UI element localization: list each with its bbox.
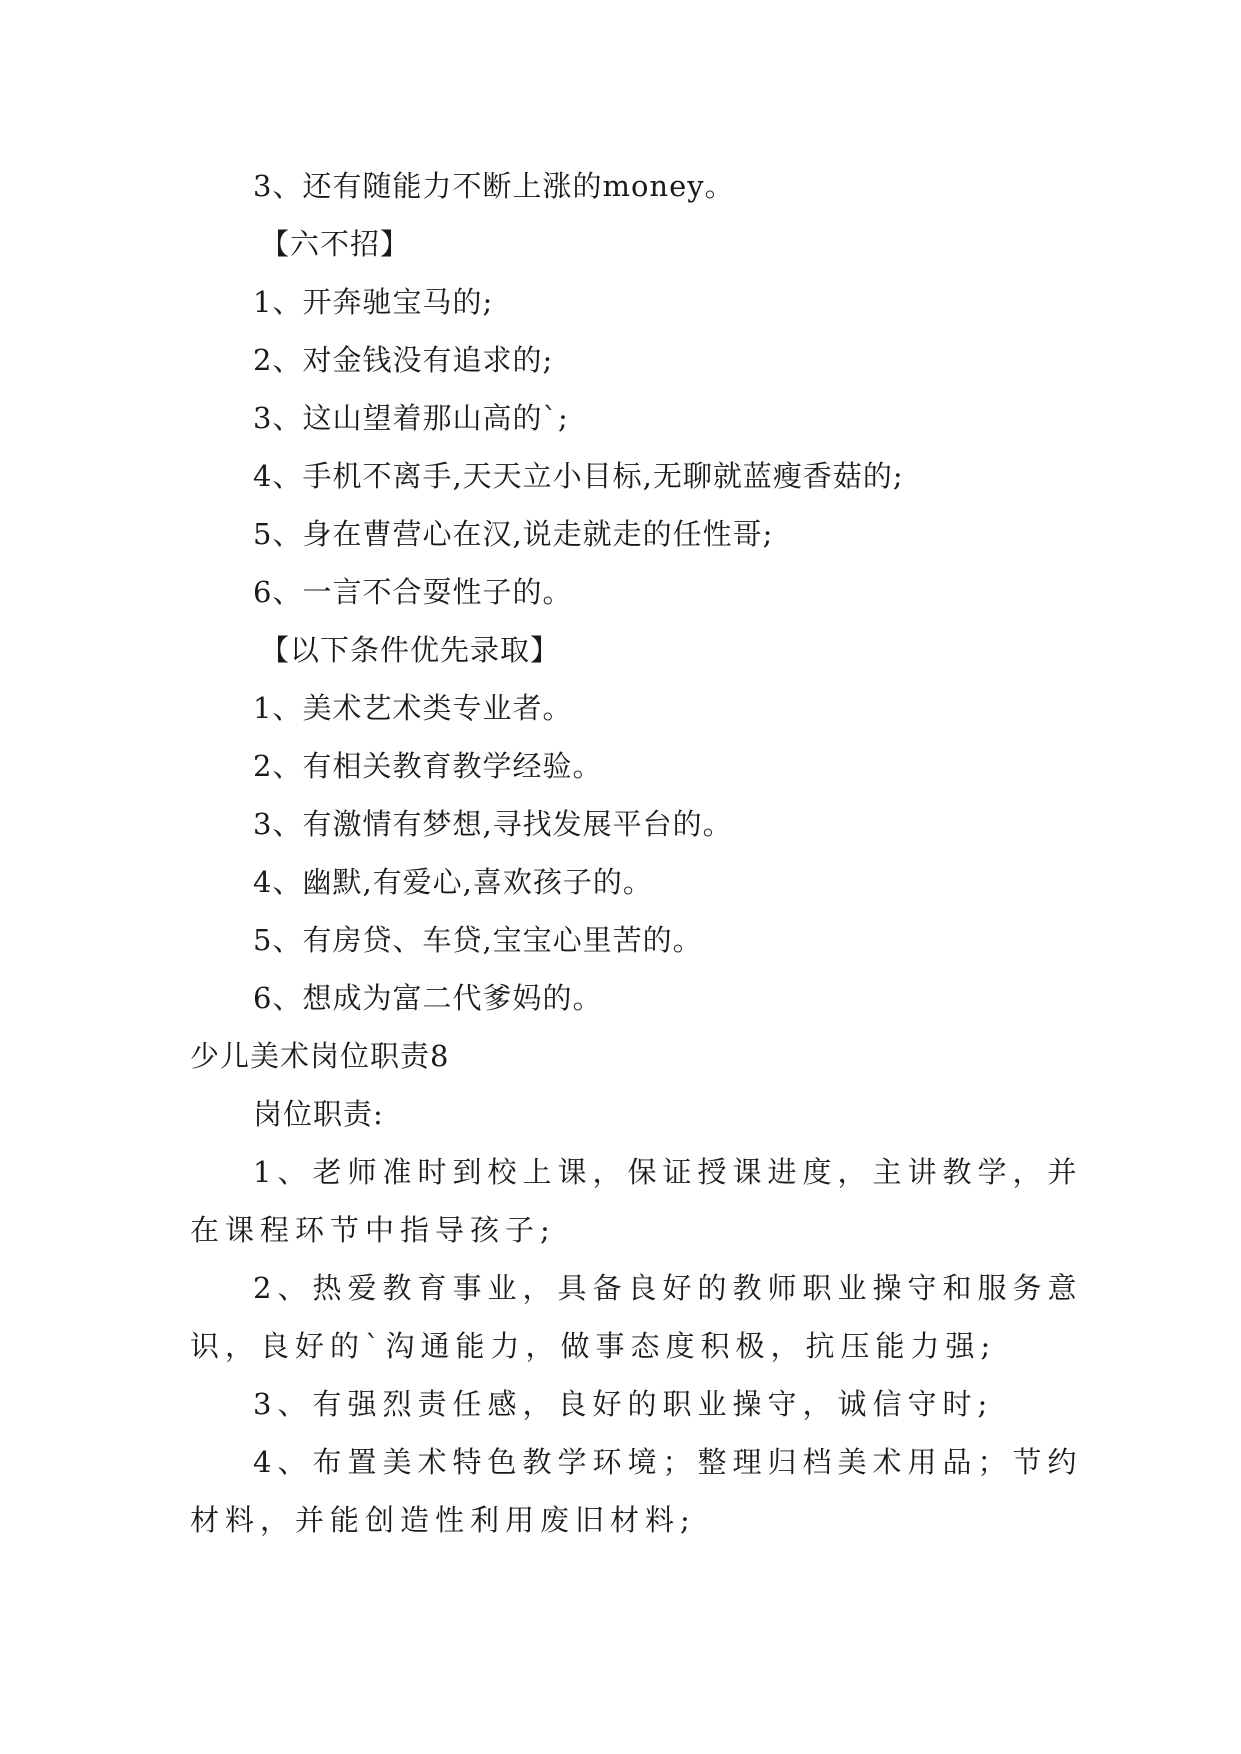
list-item: 5、身在曹营心在汉,说走就走的任性哥; [253,517,774,551]
text-line: 3、还有随能力不断上涨的money。 [253,169,735,203]
list-item: 4、手机不离手,天天立小目标,无聊就蓝瘦香菇的; [253,459,904,493]
list-item: 5、有房贷、车贷,宝宝心里苦的。 [253,923,703,957]
paragraph-line: 2、热爱教育事业，具备良好的教师职业操守和服务意 [253,1271,1083,1305]
paragraph-line: 材料，并能创造性利用废旧材料; [190,1503,696,1537]
list-item: 6、想成为富二代爹妈的。 [253,981,603,1015]
paragraph-line: 识，良好的`沟通能力，做事态度积极，抗压能力强; [190,1329,997,1363]
document-heading: 少儿美术岗位职责8 [190,1039,450,1073]
paragraph-line: 3、有强烈责任感，良好的职业操守，诚信守时; [253,1387,994,1421]
section-heading: 【六不招】 [260,227,411,261]
list-item: 1、美术艺术类专业者。 [253,691,573,725]
list-item: 3、有激情有梦想,寻找发展平台的。 [253,807,733,841]
list-item: 1、开奔驰宝马的; [253,285,494,319]
paragraph-line: 1、老师准时到校上课，保证授课进度，主讲教学，并 [253,1155,1083,1189]
list-item: 2、有相关教育教学经验。 [253,749,603,783]
sub-heading: 岗位职责: [253,1097,384,1131]
list-item: 6、一言不合耍性子的。 [253,575,573,609]
paragraph-line: 在课程环节中指导孩子; [190,1213,556,1247]
list-item: 2、对金钱没有追求的; [253,343,554,377]
list-item: 4、幽默,有爱心,喜欢孩子的。 [253,865,653,899]
list-item: 3、这山望着那山高的`; [253,401,569,435]
section-heading: 【以下条件优先录取】 [260,633,561,667]
paragraph-line: 4、布置美术特色教学环境；整理归档美术用品；节约 [253,1445,1083,1479]
